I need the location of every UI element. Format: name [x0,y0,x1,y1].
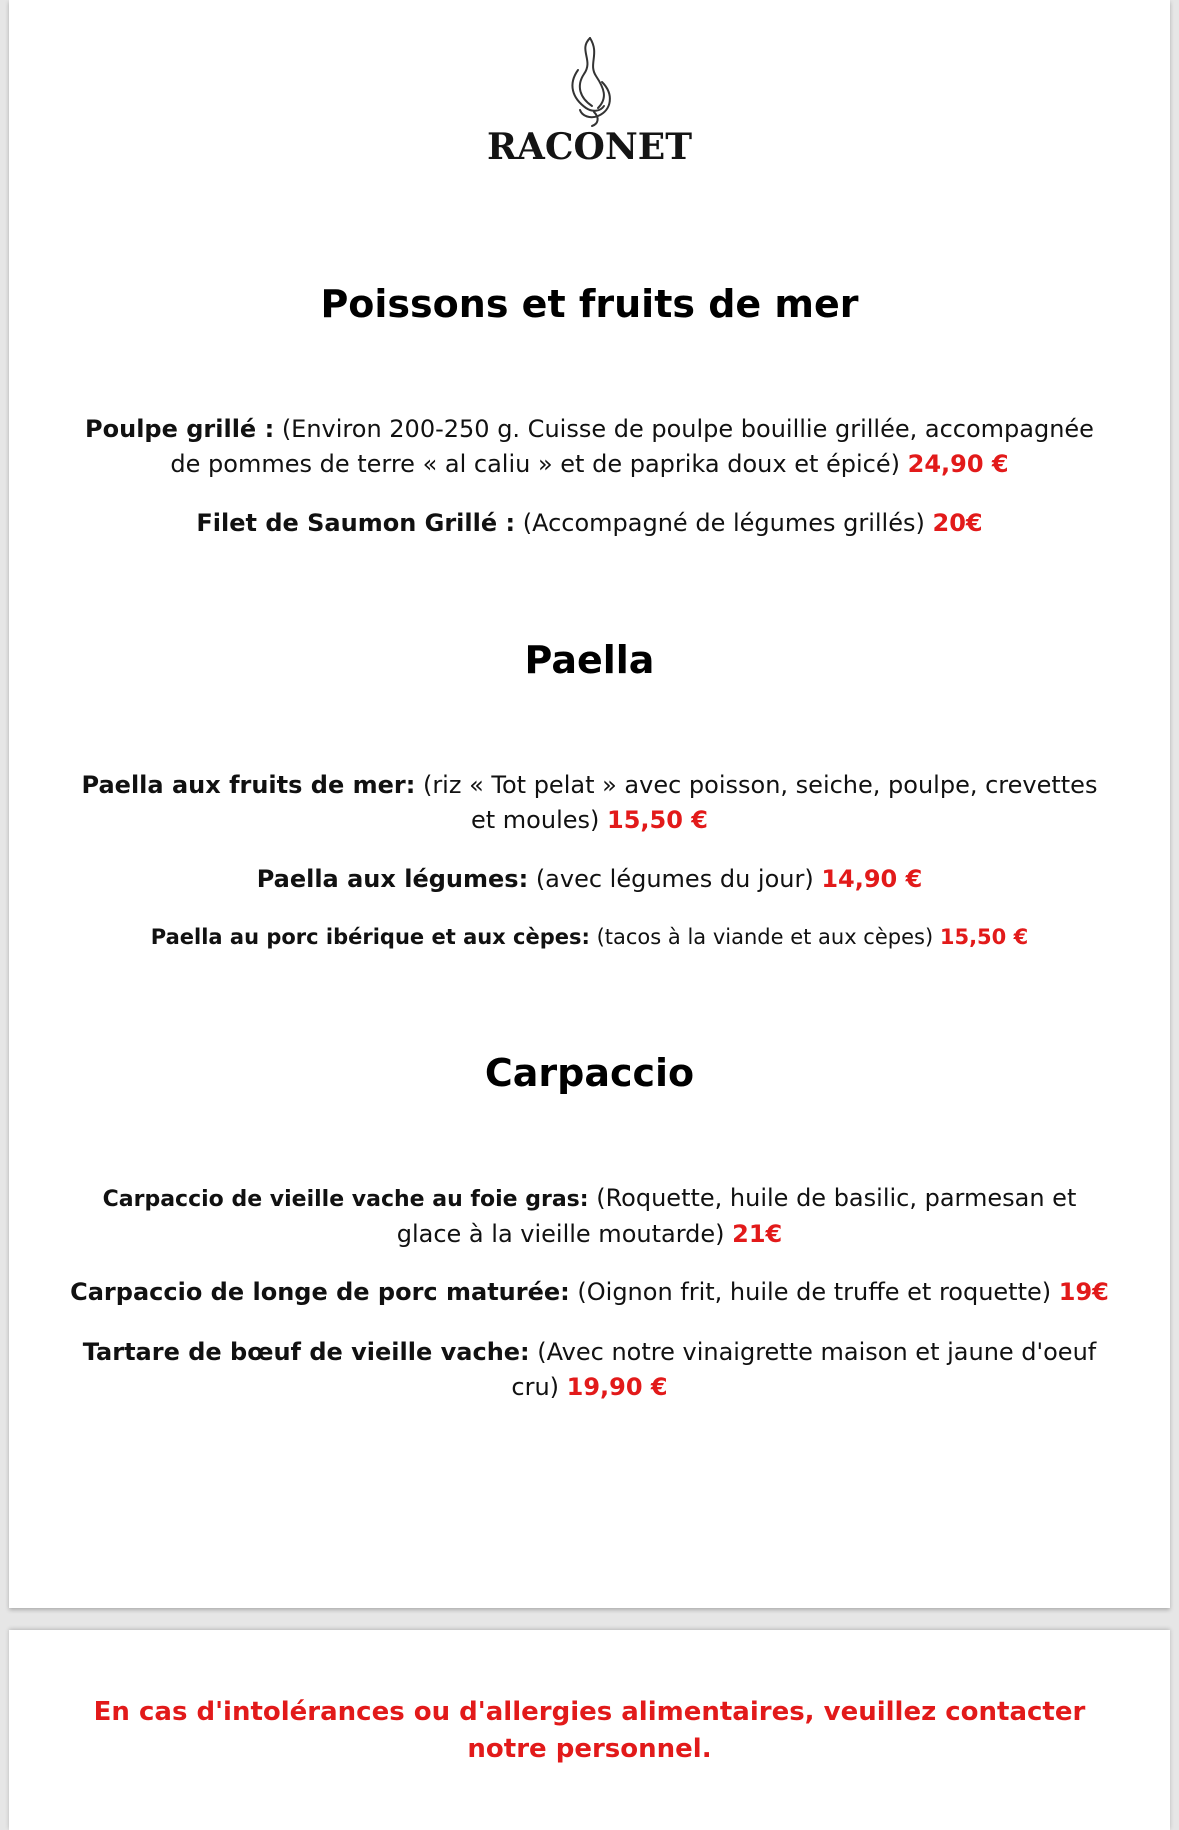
menu-item-poulpe [69,412,1110,482]
item-price: 20€ [932,509,983,537]
menu-item-carpaccio-vache [69,1181,1110,1252]
menu-item-paella-mer [69,768,1110,838]
item-name: Filet de Saumon Grillé : [196,509,516,537]
item-name: Paella aux légumes: [256,865,529,893]
section-title-carpaccio: Carpaccio [484,1051,695,1095]
flame-icon [560,36,620,128]
item-desc: (riz « Tot pelat » avec poisson, seiche, poulpe, crevettes et moules) [422,771,1098,834]
item-desc: (Oignon frit, huile de truffe et roquette) [577,1278,1052,1306]
item-name: Paella au porc ibérique et aux cèpes: [150,925,590,949]
item-price: 24,90 € [907,450,1009,478]
item-desc: (avec légumes du jour) [535,865,814,893]
brand-name: RACONET [487,126,692,168]
allergy-notice: En cas d'intolérances ou d'allergies alimentaires, veuillez contacter notre personnel. [93,1697,1086,1764]
brand-logo [9,36,1170,168]
item-price: 14,90 € [821,865,923,893]
item-price: 21€ [732,1220,783,1248]
item-price: 15,50 € [607,806,708,834]
item-price: 15,50 € [939,925,1029,949]
menu-item-tartare [69,1335,1110,1405]
item-desc: (Accompagné de légumes grillés) [522,509,925,537]
allergy-page [9,1630,1170,1830]
item-desc: (Roquette, huile de basilic, parmesan et glace à la vieille moutarde) [396,1184,1077,1248]
menu-item-paella-porc [69,920,1110,955]
menu-item-saumon [69,506,1110,541]
item-price: 19,90 € [566,1373,668,1401]
menu-item-carpaccio-porc [69,1275,1110,1310]
item-name: Paella aux fruits de mer: [81,771,416,799]
menu-item-paella-legumes [69,862,1110,897]
item-name: Poulpe grillé : [85,415,275,443]
menu-page [9,0,1170,1608]
item-name: Tartare de bœuf de vieille vache: [82,1338,530,1366]
item-name: Carpaccio de vieille vache au foie gras: [102,1187,589,1212]
section-title-paella: Paella [524,638,655,682]
item-price: 19€ [1058,1278,1109,1306]
item-desc: (tacos à la viande et aux cèpes) [596,925,934,949]
item-name: Carpaccio de longe de porc maturée: [70,1278,570,1306]
section-title-poissons: Poissons et fruits de mer [320,282,859,326]
item-desc: (Environ 200-250 g. Cuisse de poulpe bouillie grillée, accompagnée de pommes de terre « al caliu » et de paprika doux et épicé) [170,415,1094,478]
item-desc: (Avec notre vinaigrette maison et jaune d'oeuf cru) [511,1338,1097,1401]
